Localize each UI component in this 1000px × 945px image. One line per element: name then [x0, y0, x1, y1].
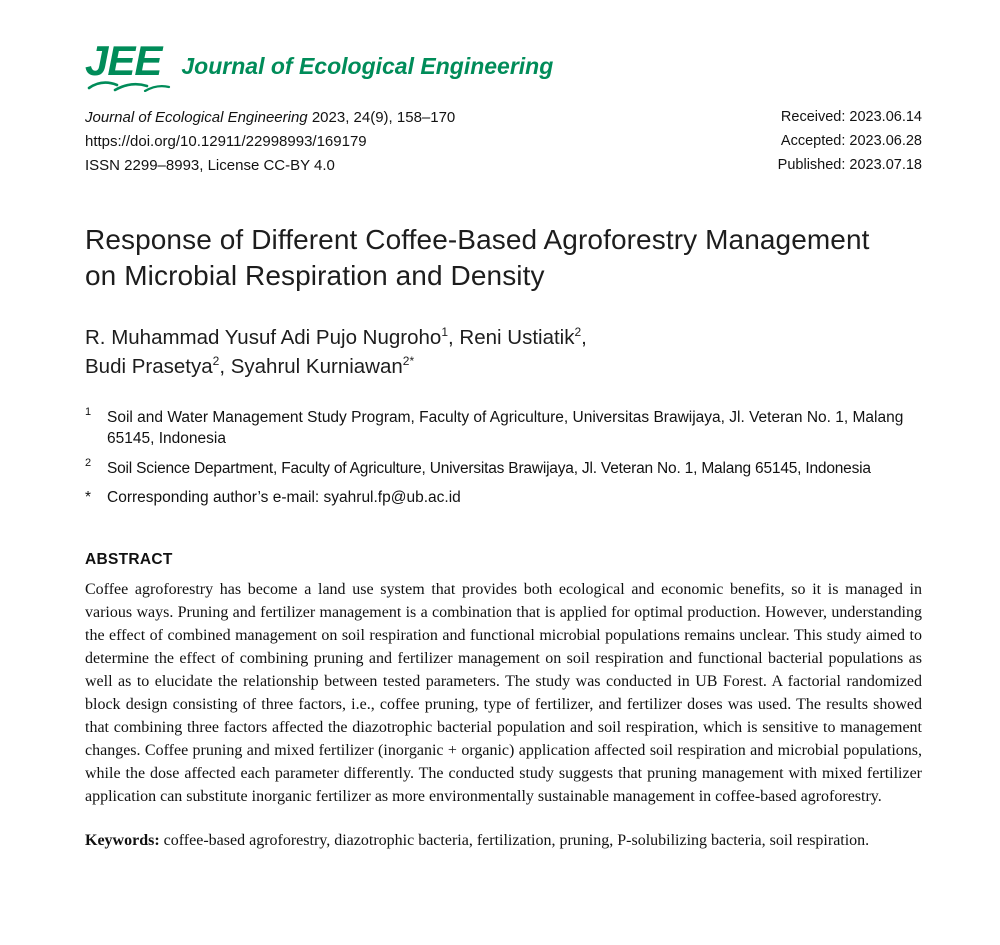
abstract-heading: ABSTRACT	[85, 550, 173, 568]
affiliation-text: Soil and Water Management Study Program, Faculty of Agriculture, Universitas Brawijaya, Jl. Veteran No. 1, Malang 65145, Indonesia	[107, 409, 904, 448]
author-list	[85, 323, 922, 381]
keywords-line	[85, 829, 922, 852]
article-title-line2: on Microbial Respiration and Density	[85, 260, 545, 292]
author-name: Syahrul Kurniawan	[230, 354, 403, 378]
citation-volume: 2023, 24(9), 158–170	[307, 109, 456, 126]
logo-row	[85, 37, 922, 90]
author-name: Budi Prasetya	[85, 354, 213, 378]
issn-license: ISSN 2299–8993, License CC-BY 4.0	[85, 157, 335, 174]
jee-logo	[85, 37, 162, 90]
author-name: Reni Ustiatik	[459, 325, 575, 349]
keywords-label: Keywords:	[85, 831, 160, 849]
received-date: Received: 2023.06.14	[780, 109, 922, 125]
abstract-text: Coffee agroforestry has become a land use system that provides both ecological and economic benefits, so it is managed in various ways. Pruning and fertilizer management is a combination that is applied for optimal production. However, understanding the effect of combined management on soil respiration and functional microbial populations remains unclear. This study aimed to determine the effect of combining pruning and fertilizer management on soil respiration and functional bacterial populations as well as to elucidate the relationship between tested parameters. The study was conducted in UB Forest. A factorial randomized block design consisting of three factors, i.e., coffee pruning, type of fertilizer, and fertilizer doses was used. The results showed that combining three factors affected the diazotrophic bacterial population and soil respiration, which is sensitive to management changes. Coffee pruning and mixed fertilizer (inorganic + organic) application affected soil respiration and microbial populations, while the dose affected each parameter differently. The conducted study suggests that pruning management with mixed fertilizer application can substitute inorganic fertilizer as more environmentally sustainable management in coffee-based agroforestry.	[85, 580, 922, 805]
citation-line	[85, 106, 455, 130]
jee-logo-swoosh-icon	[87, 78, 171, 92]
corresponding-author-email: Corresponding author’s e-mail: syahrul.fp@ub.ac.id	[107, 489, 461, 507]
header-meta-right	[778, 106, 922, 178]
author-affiliation-mark: 2*	[402, 354, 415, 369]
corresponding-author-marker: *	[85, 489, 92, 507]
author-affiliation-mark: 2	[574, 324, 582, 339]
journal-header	[85, 37, 922, 178]
accepted-date: Accepted: 2023.06.28	[780, 132, 922, 149]
keywords-text: coffee-based agroforestry, diazotrophic bacteria, fertilization, pruning, P-solubilizing bacteria, soil respiration.	[159, 831, 870, 849]
header-meta-left	[85, 106, 455, 178]
author-affiliation-mark: 2	[212, 354, 220, 369]
author-line-2: Budi Prasetya$^2$, Syahrul Kurniawan$^{2*}$	[85, 354, 415, 378]
affiliation-item-2	[85, 458, 922, 479]
author-line-1: R. Muhammad Yusuf Adi Pujo Nugroho$^1$, Reni Ustiatik$^2$,	[85, 324, 587, 349]
affiliation-marker: 2	[85, 456, 92, 469]
citation-journal: Journal of Ecological Engineering	[85, 109, 308, 126]
author-name: R. Muhammad Yusuf Adi Pujo Nugroho	[85, 325, 442, 349]
header-meta	[85, 106, 922, 178]
journal-name: Journal of Ecological Engineering	[181, 53, 554, 79]
author-affiliation-mark: 1	[441, 324, 448, 339]
corresponding-author-line	[85, 487, 922, 508]
affiliation-text: Soil Science Department, Faculty of Agriculture, Universitas Brawijaya, Jl. Veteran No. 1, Malang 65145, Indonesia	[107, 459, 871, 477]
affiliation-item-1	[85, 407, 922, 450]
affiliation-list	[85, 407, 922, 509]
jee-logo-text: JEE	[85, 37, 162, 84]
article-title	[85, 222, 922, 295]
article-title-line1: Response of Different Coffee-Based Agroforestry Management	[85, 224, 870, 255]
published-date: Published: 2023.07.18	[777, 156, 922, 173]
doi-link[interactable]: https://doi.org/10.12911/22998993/169179	[85, 133, 367, 150]
affiliation-marker: 1	[85, 406, 92, 418]
